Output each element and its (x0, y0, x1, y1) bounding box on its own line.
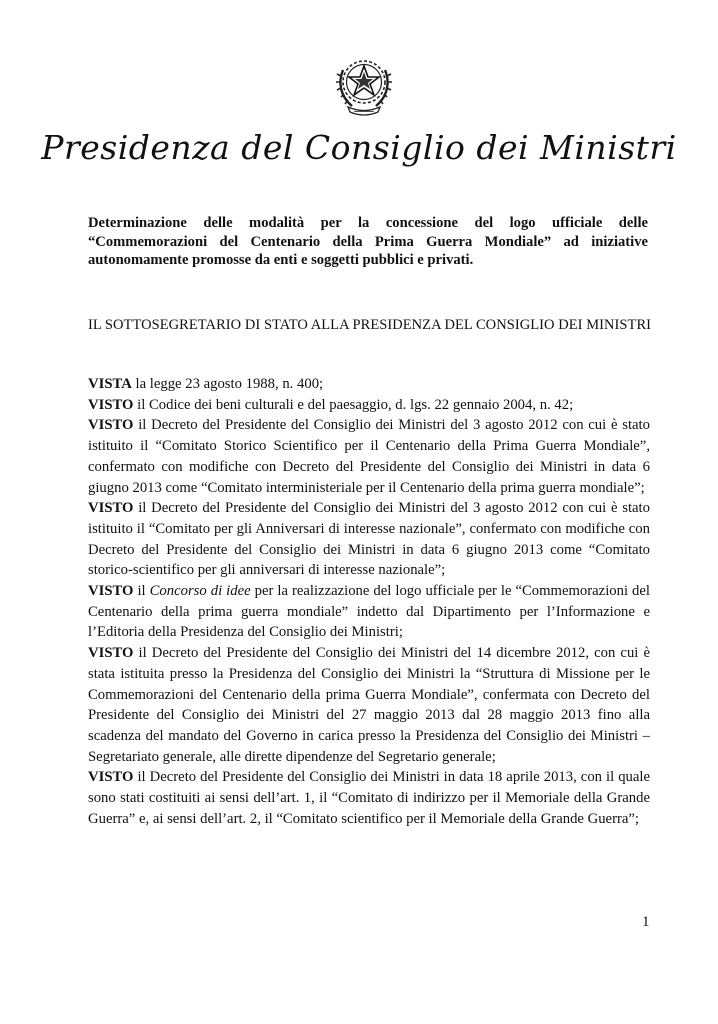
recital-paragraph (88, 395, 650, 416)
recital-text: il Decreto del Presidente del Consiglio dei Ministri del 3 agosto 2012 con cui è stato istituito il “Comitato per gli Anniversari di interesse nazionale”, confermato con modifiche con Decreto del Presidente del Consiglio dei Ministri in data 6 giugno 2013 come “Comitato storico-scientifico per gli anniversari di interesse nazionale”; (88, 500, 650, 579)
recital-paragraph (88, 415, 650, 498)
recital-lead: VISTA (88, 376, 132, 392)
recital-lead: VISTO (88, 645, 134, 662)
recital-paragraph (88, 581, 650, 643)
recital-lead: VISTO (88, 396, 134, 413)
recital-paragraph (88, 643, 650, 767)
recital-text: il Codice dei beni culturali e del paesaggio, d. lgs. 22 gennaio 2004, n. 42; (133, 396, 574, 413)
recital-text: il Decreto del Presidente del Consiglio dei Ministri del 14 dicembre 2012, con cui è stata istituita presso la Presidenza del Consiglio dei Ministri la “Struttura di Missione per le Commemorazioni del Centenario della prima Guerra Mondiale”, confermata con Decreto del Presidente del Consiglio dei Ministri del 27 maggio 2013 dal 28 maggio 2013 fino alla scadenza del mandato del Governo in carica presso la Presidenza del Consiglio dei Ministri – Segretariato generale, alle dirette dipendenze del Segretario generale; (88, 645, 650, 765)
recital-paragraph (88, 374, 650, 395)
recital-paragraph (88, 498, 650, 581)
recital-text: il Decreto del Presidente del Consiglio dei Ministri del 3 agosto 2012 con cui è stato istituito il “Comitato Storico Scientifico per il Centenario della Prima Guerra Mondiale”, confermato con modifiche con Decreto del Presidente del Consiglio dei Ministri in data 6 giugno 2013 come “Comitato interministeriale per il Centenario della prima guerra mondiale”; (88, 417, 650, 496)
recital-lead: VISTO (88, 417, 134, 434)
page-number: 1 (642, 914, 650, 930)
recital-text: il Decreto del Presidente del Consiglio dei Ministri in data 18 aprile 2013, con il quale sono stati costituiti ai sensi dell’art. 1, il “Comitato di indirizzo per il Memoriale della Grande Guerra” e, ai sensi dell’art. 2, il “Comitato scientifico per il Memoriale della Grande Guerra”; (88, 769, 650, 827)
recital-lead: VISTO (88, 583, 134, 600)
recitals-list (88, 374, 650, 829)
document-subject: Determinazione delle modalità per la concessione del logo ufficiale delle “Commemorazioni del Centenario della Prima Guerra Mondiale” ad iniziative autonomamente promosse da enti e soggetti pubblici e privati. (88, 215, 648, 268)
recital-paragraph (88, 767, 650, 829)
recital-lead: VISTO (88, 500, 134, 517)
recital-lead: VISTO (88, 769, 134, 786)
recital-text: la legge 23 agosto 1988, n. 400; (131, 376, 324, 392)
issuing-authority: IL SOTTOSEGRETARIO DI STATO ALLA PRESIDENZA DEL CONSIGLIO DEI MINISTRI (88, 317, 652, 333)
recital-italic-text: Concorso di idee (149, 583, 251, 600)
italian-republic-emblem-icon (334, 52, 394, 118)
recital-text: per la realizzazione del logo ufficiale per le “Commemorazioni del Centenario della prima guerra mondiale” indetto dal Dipartimento per l’Informazione e l’Editoria della Presidenza del Consiglio dei Ministri; (88, 583, 650, 641)
recital-text: il (133, 583, 150, 600)
heading-script: Presidenza del Consiglio dei Ministri (41, 128, 677, 167)
